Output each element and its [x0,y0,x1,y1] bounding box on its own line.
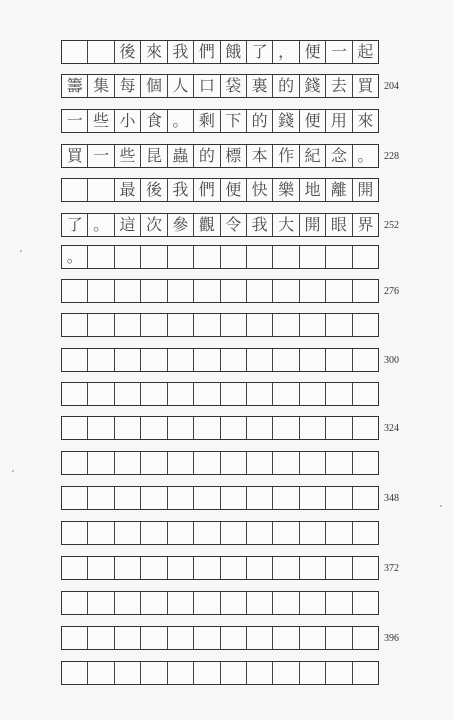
grid-cell: 人 [168,75,194,97]
grid-cell [247,246,273,268]
grid-row [61,416,379,440]
grid-row [61,245,379,269]
grid-cell [326,280,352,302]
grid-cell [88,246,114,268]
grid-cell: 便 [300,110,326,132]
grid-cell [115,314,141,336]
grid-cell [62,383,88,405]
grid-cell [141,246,167,268]
grid-cell [168,246,194,268]
grid-cell [300,383,326,405]
grid-cell [88,487,114,509]
grid-cell: 錢 [273,110,299,132]
grid-cell [115,592,141,614]
grid-cell: 一 [62,110,88,132]
grid-cell: 參 [168,214,194,236]
grid-cell [194,557,220,579]
grid-cell [194,246,220,268]
grid-cell [273,627,299,649]
grid-cell [168,314,194,336]
grid-cell [353,314,378,336]
grid-cell [88,280,114,302]
grid-cell [300,280,326,302]
grid-cell [221,246,247,268]
grid-row [61,521,379,545]
grid-cell [326,487,352,509]
grid-cell: 次 [141,214,167,236]
grid-cell [62,349,88,371]
grid-cell [326,557,352,579]
grid-cell: 地 [300,179,326,201]
grid-cell: 眼 [326,214,352,236]
grid-cell [221,592,247,614]
grid-cell [221,557,247,579]
grid-row [61,178,379,202]
character-count-marker: 252 [384,220,399,231]
grid-cell: 裏 [247,75,273,97]
grid-cell [168,592,194,614]
grid-cell [141,662,167,684]
grid-cell [168,417,194,439]
grid-cell [273,662,299,684]
character-count-marker: 348 [384,493,399,504]
grid-cell: 籌 [62,75,88,97]
grid-cell [353,246,378,268]
grid-cell [273,557,299,579]
grid-cell [115,246,141,268]
grid-cell [62,662,88,684]
grid-cell [194,383,220,405]
grid-cell [221,452,247,474]
grid-cell: 食 [141,110,167,132]
grid-cell [300,522,326,544]
grid-cell [221,417,247,439]
grid-cell: 買 [357,76,374,95]
grid-cell [326,417,352,439]
grid-cell [168,349,194,371]
grid-cell: 來 [141,41,167,63]
grid-cell [221,280,247,302]
grid-cell: 界 [357,215,374,234]
grid-cell [247,349,273,371]
grid-cell [326,452,352,474]
grid-row [61,556,379,580]
grid-cell [88,417,114,439]
grid-cell [353,280,378,302]
grid-cell: 集 [88,75,114,97]
grid-cell [88,627,114,649]
grid-cell [273,487,299,509]
grid-cell: 我 [168,179,194,201]
grid-cell [115,522,141,544]
grid-cell [353,522,378,544]
grid-cell [88,314,114,336]
grid-cell [300,417,326,439]
grid-cell: 作 [273,145,299,167]
grid-cell [300,557,326,579]
grid-row [61,661,379,685]
grid-cell [194,592,220,614]
grid-cell [221,522,247,544]
grid-cell [247,314,273,336]
grid-cell [353,627,378,649]
grid-cell [353,487,378,509]
grid-cell: 用 [326,110,352,132]
grid-cell [62,41,88,63]
grid-cell [221,627,247,649]
grid-cell [141,349,167,371]
grid-cell: 錢 [300,75,326,97]
grid-cell [353,452,378,474]
grid-cell [194,487,220,509]
grid-cell: 蟲 [168,145,194,167]
grid-cell [141,280,167,302]
grid-cell [247,452,273,474]
grid-cell: 我 [168,41,194,63]
grid-row [61,144,379,168]
grid-cell [326,662,352,684]
grid-cell [88,662,114,684]
grid-cell: 一 [88,145,114,167]
grid-row [61,451,379,475]
character-count-marker: 396 [384,633,399,644]
grid-cell: 些 [88,110,114,132]
grid-cell [168,522,194,544]
character-count-marker: 228 [384,151,399,162]
grid-cell: 們 [194,179,220,201]
grid-cell [273,280,299,302]
grid-cell [353,662,378,684]
grid-cell: 。 [88,214,114,236]
grid-cell [300,662,326,684]
grid-cell: 一 [326,41,352,63]
grid-cell [88,452,114,474]
grid-cell [247,522,273,544]
grid-cell [273,452,299,474]
grid-cell [273,246,299,268]
grid-cell: 我 [247,214,273,236]
grid-cell [141,383,167,405]
grid-cell [247,557,273,579]
grid-cell [247,383,273,405]
grid-cell: 樂 [273,179,299,201]
grid-cell: 來 [357,111,374,130]
grid-cell [141,452,167,474]
grid-cell [247,662,273,684]
character-count-marker: 276 [384,286,399,297]
grid-cell [62,417,88,439]
grid-cell [141,522,167,544]
grid-cell: ， [273,41,299,63]
grid-cell [88,179,114,201]
grid-cell [221,487,247,509]
grid-cell: 。 [357,146,374,165]
grid-cell [141,487,167,509]
grid-cell [115,280,141,302]
grid-cell: 小 [115,110,141,132]
grid-cell: 些 [115,145,141,167]
grid-cell [62,314,88,336]
grid-cell: 後 [115,41,141,63]
grid-cell [62,487,88,509]
grid-cell [62,522,88,544]
scan-speck [440,505,442,507]
grid-cell [141,314,167,336]
character-count-marker: 204 [384,81,399,92]
grid-cell [141,627,167,649]
grid-cell [194,627,220,649]
grid-cell [115,662,141,684]
grid-cell: 下 [221,110,247,132]
grid-cell [247,417,273,439]
grid-cell [221,383,247,405]
grid-cell [353,417,378,439]
grid-cell [168,557,194,579]
grid-cell: 開 [357,180,374,199]
grid-cell: 這 [115,214,141,236]
grid-cell [247,487,273,509]
grid-cell [194,522,220,544]
grid-cell [115,349,141,371]
grid-cell [353,349,378,371]
grid-cell [221,662,247,684]
grid-cell [115,417,141,439]
character-count-marker: 324 [384,423,399,434]
grid-cell: 去 [326,75,352,97]
grid-cell: 標 [221,145,247,167]
grid-cell: 最 [115,179,141,201]
grid-cell [62,280,88,302]
grid-cell [115,383,141,405]
scan-speck [12,470,14,472]
grid-cell [115,627,141,649]
grid-cell [300,627,326,649]
grid-cell: 的 [247,110,273,132]
grid-cell [88,557,114,579]
grid-row [61,382,379,406]
grid-cell: 個 [141,75,167,97]
grid-row [61,313,379,337]
grid-cell [247,627,273,649]
grid-cell: 後 [141,179,167,201]
character-count-marker: 372 [384,563,399,574]
grid-cell: 買 [62,145,88,167]
grid-cell [88,349,114,371]
grid-cell [300,246,326,268]
grid-cell [273,349,299,371]
grid-cell [88,592,114,614]
grid-row [61,591,379,615]
grid-row [61,40,379,64]
grid-cell: 紀 [300,145,326,167]
grid-cell [168,280,194,302]
grid-cell [88,41,114,63]
grid-cell: 的 [273,75,299,97]
grid-cell [194,417,220,439]
grid-cell: 剩 [194,110,220,132]
grid-cell [168,662,194,684]
grid-cell [168,383,194,405]
grid-cell [88,383,114,405]
grid-cell [62,627,88,649]
grid-cell: 念 [326,145,352,167]
grid-cell: 快 [247,179,273,201]
grid-row [61,348,379,372]
grid-cell [273,314,299,336]
grid-cell: 起 [357,42,374,61]
grid-cell: 每 [115,75,141,97]
grid-cell: 的 [194,145,220,167]
grid-cell: 便 [300,41,326,63]
grid-cell: 離 [326,179,352,201]
grid-cell [221,314,247,336]
grid-cell [300,349,326,371]
grid-cell: 開 [300,214,326,236]
grid-row [61,213,379,237]
grid-cell [326,627,352,649]
grid-row [61,279,379,303]
grid-cell: 大 [273,214,299,236]
grid-cell [326,522,352,544]
grid-cell [115,557,141,579]
grid-cell [273,522,299,544]
grid-cell: 。 [168,110,194,132]
grid-cell [194,349,220,371]
grid-cell [326,592,352,614]
grid-cell [247,280,273,302]
grid-row [61,74,379,98]
grid-cell [326,246,352,268]
grid-cell [353,557,378,579]
grid-cell [168,487,194,509]
grid-cell [194,280,220,302]
character-count-marker: 300 [384,355,399,366]
grid-cell [273,592,299,614]
grid-cell [168,627,194,649]
grid-cell [141,417,167,439]
grid-cell [326,314,352,336]
grid-cell [326,383,352,405]
grid-cell: 了 [62,214,88,236]
grid-cell [115,487,141,509]
grid-row [61,486,379,510]
grid-cell [300,487,326,509]
grid-cell [141,557,167,579]
grid-cell [326,349,352,371]
grid-cell: 餓 [221,41,247,63]
grid-cell [62,179,88,201]
grid-cell [62,452,88,474]
grid-cell [168,452,194,474]
grid-cell [300,314,326,336]
grid-cell: 們 [194,41,220,63]
grid-cell [247,592,273,614]
grid-cell [194,314,220,336]
grid-cell: 本 [247,145,273,167]
grid-cell: 了 [247,41,273,63]
grid-cell [194,662,220,684]
grid-cell [115,452,141,474]
grid-cell: 觀 [194,214,220,236]
grid-cell [88,522,114,544]
grid-cell [62,557,88,579]
grid-row [61,626,379,650]
grid-cell [353,592,378,614]
scan-speck [20,250,22,252]
grid-cell [273,383,299,405]
grid-cell [353,383,378,405]
grid-cell [62,592,88,614]
grid-cell: 昆 [141,145,167,167]
grid-row [61,109,379,133]
grid-cell [194,452,220,474]
grid-cell: 。 [62,246,88,268]
grid-cell [221,349,247,371]
grid-cell [141,592,167,614]
grid-cell: 口 [194,75,220,97]
grid-cell: 令 [221,214,247,236]
grid-cell [300,592,326,614]
grid-cell: 袋 [221,75,247,97]
grid-cell: 便 [221,179,247,201]
grid-cell [300,452,326,474]
grid-cell [273,417,299,439]
